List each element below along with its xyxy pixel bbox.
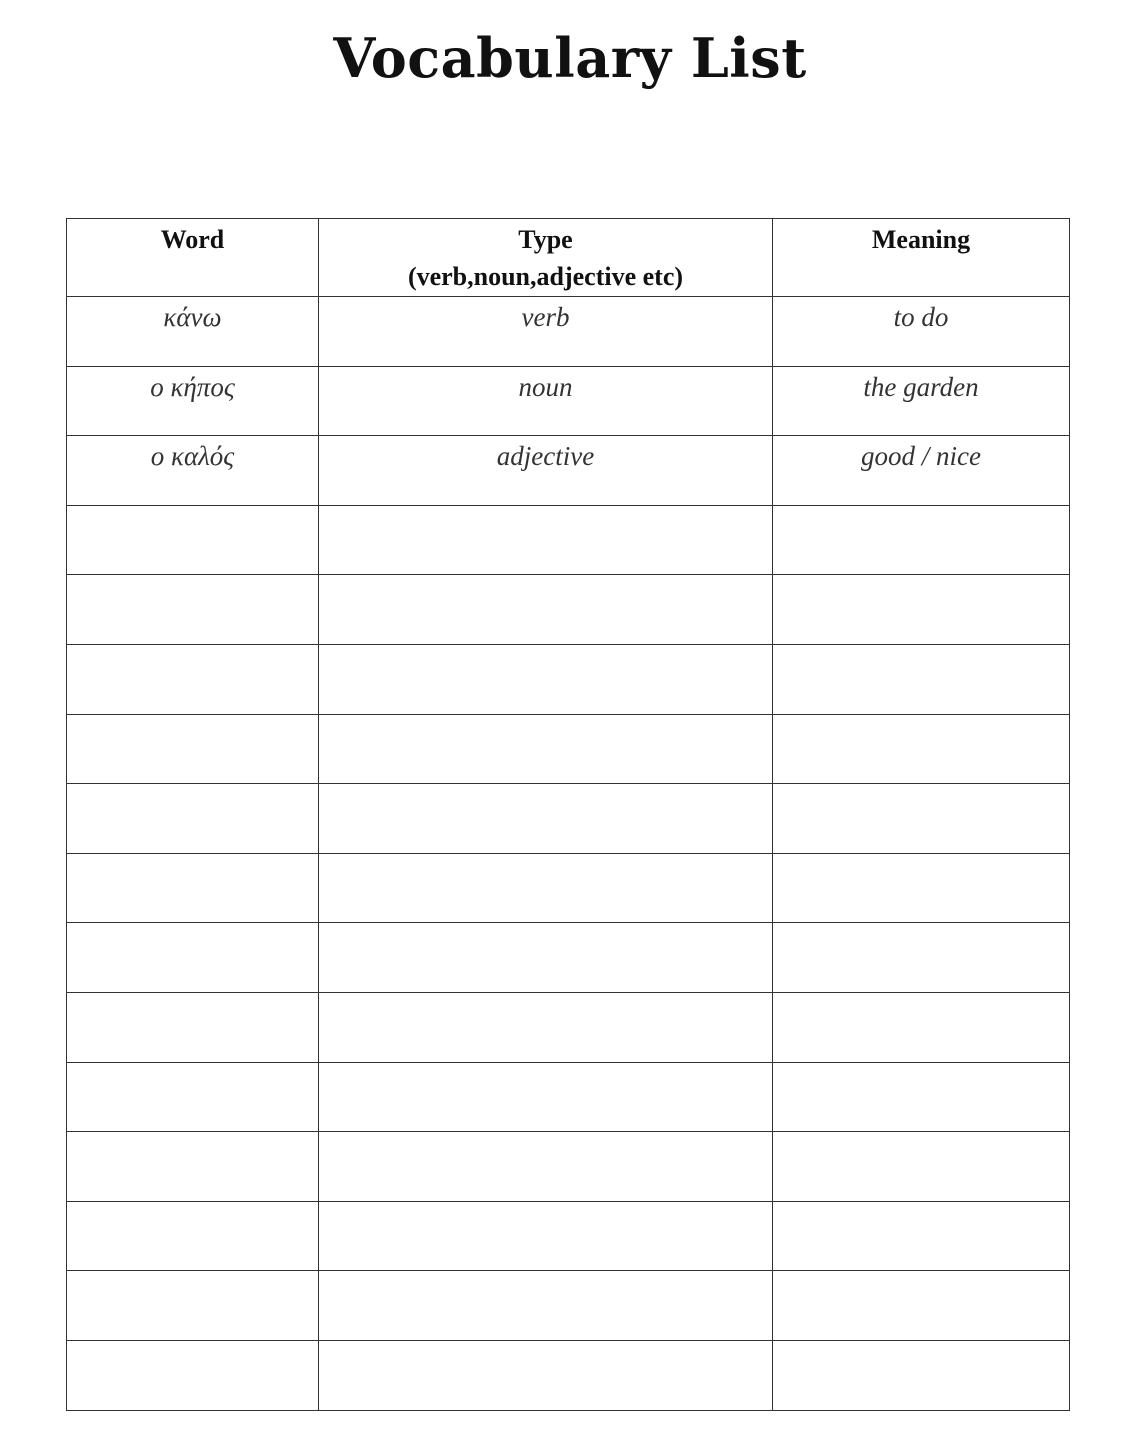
cell-word[interactable] [67, 1132, 319, 1202]
cell-word[interactable]: κάνω [67, 297, 319, 367]
cell-word[interactable] [67, 575, 319, 645]
cell-meaning[interactable] [773, 992, 1070, 1062]
table-row [67, 1340, 1070, 1410]
cell-meaning[interactable]: good / nice [773, 436, 1070, 506]
cell-meaning[interactable] [773, 1062, 1070, 1132]
cell-word[interactable] [67, 505, 319, 575]
cell-meaning[interactable] [773, 1271, 1070, 1341]
cell-word[interactable] [67, 714, 319, 784]
header-type-hint: (verb,noun,adjective etc) [407, 262, 684, 291]
cell-meaning[interactable] [773, 644, 1070, 714]
cell-type[interactable] [319, 1201, 773, 1271]
cell-word[interactable] [67, 1340, 319, 1410]
table-row [67, 436, 1070, 506]
table-row [67, 1062, 1070, 1132]
header-word-label: Word [160, 225, 225, 254]
table-row [67, 366, 1070, 436]
table-row [67, 992, 1070, 1062]
page-title: Vocabulary List [333, 26, 807, 90]
cell-type[interactable] [319, 644, 773, 714]
header-meaning [773, 219, 1070, 297]
vocabulary-table [66, 218, 1070, 1411]
cell-meaning[interactable] [773, 1132, 1070, 1202]
cell-type[interactable]: verb [319, 297, 773, 367]
table-row [67, 714, 1070, 784]
cell-type[interactable] [319, 575, 773, 645]
table-row [67, 1271, 1070, 1341]
cell-type[interactable] [319, 853, 773, 923]
table-row [67, 644, 1070, 714]
cell-word[interactable]: ο καλός [67, 436, 319, 506]
table-row [67, 505, 1070, 575]
cell-type[interactable]: adjective [319, 436, 773, 506]
table-row [67, 784, 1070, 854]
cell-type[interactable] [319, 505, 773, 575]
cell-word[interactable] [67, 1271, 319, 1341]
cell-word[interactable] [67, 644, 319, 714]
cell-word[interactable] [67, 923, 319, 993]
cell-type[interactable]: noun [319, 366, 773, 436]
cell-word[interactable] [67, 784, 319, 854]
table-row [67, 853, 1070, 923]
cell-meaning[interactable] [773, 575, 1070, 645]
cell-type[interactable] [319, 1062, 773, 1132]
cell-type[interactable] [319, 784, 773, 854]
cell-word[interactable] [67, 1062, 319, 1132]
cell-meaning[interactable] [773, 1201, 1070, 1271]
header-type-label: Type [518, 225, 573, 254]
cell-meaning[interactable] [773, 505, 1070, 575]
cell-type[interactable] [319, 714, 773, 784]
cell-meaning[interactable] [773, 714, 1070, 784]
cell-meaning[interactable]: to do [773, 297, 1070, 367]
table-header-row [67, 219, 1070, 297]
table-row [67, 923, 1070, 993]
table-row [67, 1132, 1070, 1202]
cell-meaning[interactable] [773, 853, 1070, 923]
cell-type[interactable] [319, 923, 773, 993]
cell-meaning[interactable]: the garden [773, 366, 1070, 436]
cell-word[interactable]: ο κήπος [67, 366, 319, 436]
cell-meaning[interactable] [773, 923, 1070, 993]
cell-word[interactable] [67, 992, 319, 1062]
table-row [67, 1201, 1070, 1271]
header-meaning-label: Meaning [871, 225, 971, 254]
cell-type[interactable] [319, 1132, 773, 1202]
cell-meaning[interactable] [773, 1340, 1070, 1410]
cell-word[interactable] [67, 1201, 319, 1271]
cell-type[interactable] [319, 1271, 773, 1341]
cell-meaning[interactable] [773, 784, 1070, 854]
header-word [67, 219, 319, 297]
cell-type[interactable] [319, 992, 773, 1062]
cell-type[interactable] [319, 1340, 773, 1410]
table-row [67, 297, 1070, 367]
header-type [319, 219, 773, 297]
cell-word[interactable] [67, 853, 319, 923]
table-row [67, 575, 1070, 645]
